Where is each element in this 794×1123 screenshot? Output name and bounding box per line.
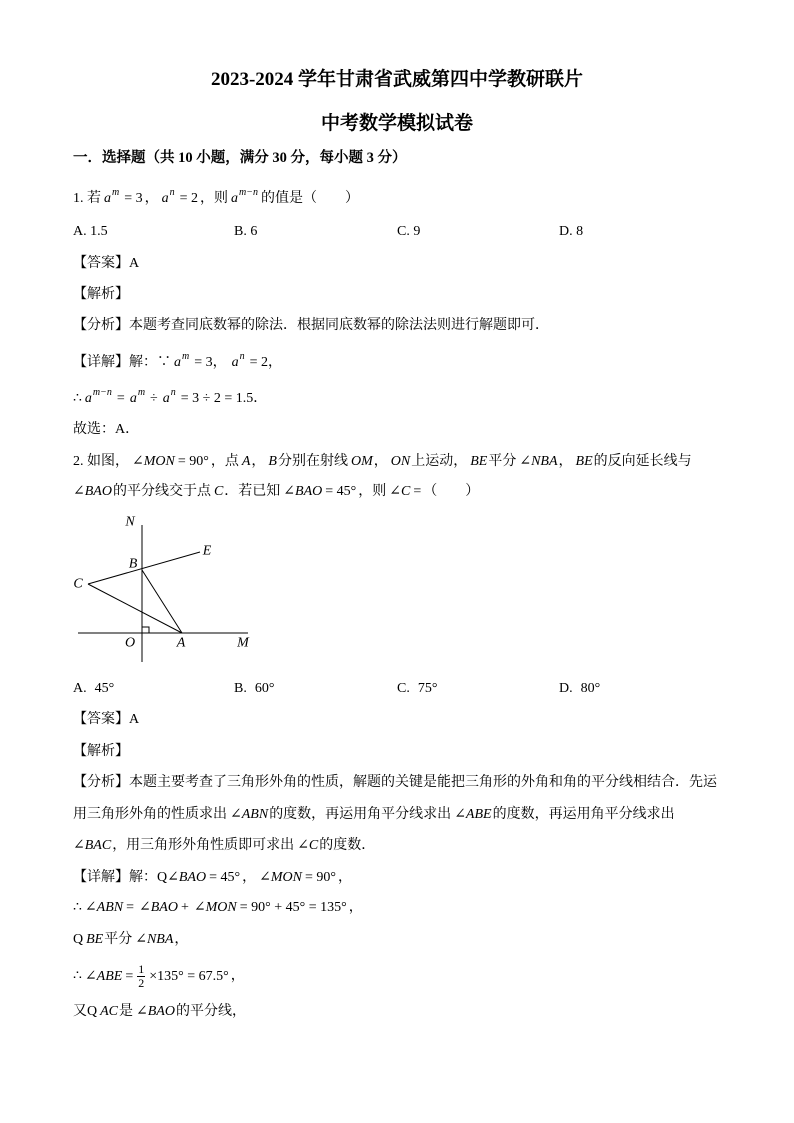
- angle-symbol: ∠: [136, 1004, 148, 1019]
- text-segment: 的度数．: [319, 838, 376, 853]
- math-variable: C: [308, 838, 319, 853]
- math-symbol: ×135° = 67.5°: [149, 968, 229, 984]
- math-variable: ABE: [465, 807, 492, 822]
- math-variable: BE: [86, 932, 104, 947]
- math-symbol: = 90°: [177, 454, 209, 469]
- text-segment: 解：∵: [129, 355, 171, 370]
- option-value: 60°: [254, 681, 275, 696]
- math-symbol: = 45°: [209, 870, 241, 885]
- math-variable: BAO: [295, 484, 323, 499]
- q1-option-d: D. 8: [559, 224, 584, 239]
- math-variable: C: [213, 484, 224, 499]
- q2-detail-line1: [73, 868, 352, 888]
- angle-symbol: ∠: [73, 484, 85, 499]
- right-angle-mark: [142, 627, 149, 633]
- q2-stem-line2: [73, 482, 479, 502]
- q1-answer: [73, 254, 139, 274]
- math-exponent: n: [169, 187, 175, 198]
- text-segment: ，用三角形外角性质即可求出: [112, 838, 295, 853]
- text-segment: 的平分线，: [175, 1004, 246, 1019]
- angle-symbol: ∠: [454, 807, 466, 822]
- text-segment: ，: [373, 454, 388, 469]
- math-variable: BAO: [150, 900, 178, 915]
- math-variable: A: [241, 454, 251, 469]
- math-symbol: =: [413, 484, 422, 499]
- angle-symbol: ∠: [132, 454, 144, 469]
- math-exponent: m: [137, 387, 146, 398]
- text-segment: Q: [73, 932, 84, 947]
- math-variable: ABN: [96, 900, 124, 915]
- math-exponent: m: [112, 187, 120, 198]
- text-segment: ，则: [358, 484, 387, 499]
- text-segment: 用三角形外角的性质求出: [73, 807, 227, 822]
- q2-answer: [73, 710, 139, 730]
- math-symbol: ÷: [150, 391, 158, 406]
- angle-symbol: ∠: [84, 900, 97, 915]
- angle-symbol: ∠: [167, 870, 179, 885]
- angle-symbol: ∠: [259, 870, 271, 885]
- math-variable: ON: [390, 454, 411, 469]
- option-letter: C.: [397, 681, 410, 696]
- text-segment: ，则: [200, 191, 229, 206]
- q2-detail-line5: [73, 1002, 246, 1022]
- math-variable: a: [231, 191, 239, 206]
- angle-symbol: ∠: [139, 900, 151, 915]
- label-o: O: [124, 635, 136, 651]
- text-segment: 的平分线交于点: [112, 484, 211, 499]
- math-variable: ABN: [241, 807, 269, 822]
- option-value: 80°: [580, 681, 601, 696]
- q2-fenxi-line3: [73, 836, 375, 856]
- math-variable: a: [84, 391, 92, 406]
- math-symbol: =: [116, 391, 125, 406]
- option-letter: B.: [234, 681, 247, 696]
- math-variable: BAO: [147, 1004, 175, 1019]
- text-segment: 解：Q: [129, 870, 168, 885]
- answer-label: 【答案】: [73, 712, 129, 727]
- math-symbol: ∴: [73, 968, 82, 984]
- angle-symbol: ∠: [193, 900, 206, 915]
- angle-symbol: ∠: [519, 454, 532, 469]
- math-variable: AC: [100, 1004, 119, 1019]
- option-value: 45°: [94, 681, 115, 696]
- option-letter: D.: [559, 681, 573, 696]
- text-segment: ，: [558, 454, 573, 469]
- page-subtitle: 中考数学模拟试卷: [320, 113, 473, 134]
- fraction-denominator: 2: [138, 976, 145, 990]
- text-segment: 平分: [488, 454, 517, 469]
- geometry-figure: [60, 510, 260, 666]
- math-symbol: = 3 ÷ 2 = 1.5．: [180, 391, 268, 406]
- page-title: 2023-2024 学年甘肃省武威第四中学教研联片: [210, 69, 584, 90]
- fenxi-label: 【分析】: [73, 318, 129, 333]
- q1-option-c: C. 9: [397, 224, 421, 239]
- math-variable: NBA: [531, 454, 558, 469]
- q2-fenxi-line1: [73, 773, 717, 793]
- math-variable: BE: [470, 454, 488, 469]
- math-exponent: n: [170, 387, 176, 398]
- text-segment: 1. 若: [73, 191, 101, 206]
- math-symbol: = 45°: [325, 484, 357, 499]
- q2-option-b: [234, 679, 274, 699]
- math-variable: ABE: [96, 968, 123, 984]
- text-segment: 分别在射线: [277, 454, 348, 469]
- text-segment: 的度数，再运用角平分线求出: [492, 807, 675, 822]
- text-segment: 2. 如图，: [73, 454, 129, 469]
- text-segment: 上运动，: [411, 454, 468, 469]
- angle-symbol: ∠: [389, 484, 401, 499]
- angle-symbol: ∠: [84, 968, 97, 984]
- text-segment: 平分: [104, 932, 133, 947]
- math-exponent: m−n: [239, 187, 259, 198]
- math-variable: BAO: [178, 870, 207, 885]
- fraction-numerator: 1: [138, 962, 145, 976]
- math-symbol: ∴: [73, 391, 82, 406]
- option-value: 75°: [417, 681, 438, 696]
- segment-ba: [142, 570, 182, 633]
- line-ce: [88, 552, 200, 584]
- section-heading: 一．选择题（共 10 小题，满分 30 分，每小题 3 分）: [73, 150, 407, 166]
- text-segment: 又Q: [73, 1004, 98, 1019]
- math-exponent: n: [239, 351, 245, 362]
- math-variable: BE: [575, 454, 593, 469]
- text-segment: ，: [337, 870, 352, 885]
- text-segment: ，点: [210, 454, 239, 469]
- math-variable: a: [162, 391, 170, 406]
- segment-ca: [88, 584, 182, 633]
- math-symbol: = 90°: [304, 870, 336, 885]
- text-segment: ，: [251, 454, 266, 469]
- fraction: [137, 963, 145, 990]
- math-variable: BAC: [84, 838, 112, 853]
- detail-label: 【详解】: [73, 355, 129, 370]
- fenxi-label: 【分析】: [73, 775, 129, 790]
- math-variable: MON: [143, 454, 175, 469]
- math-symbol: = 2，: [249, 355, 283, 370]
- q2-detail-line4: [73, 963, 245, 990]
- label-a: A: [176, 635, 186, 651]
- q1-conclusion: 故选：A．: [73, 422, 140, 437]
- q2-detail-line3: [73, 930, 188, 950]
- text-segment: ，: [144, 191, 159, 206]
- math-variable: MON: [270, 870, 302, 885]
- answer-value: A: [129, 712, 140, 727]
- q1-analysis-label: 【解析】: [73, 287, 129, 302]
- option-letter: A.: [73, 681, 87, 696]
- label-b: B: [128, 556, 138, 572]
- angle-symbol: ∠: [230, 807, 242, 822]
- text-segment: ，: [174, 932, 189, 947]
- math-variable: B: [268, 454, 277, 469]
- math-variable: NBA: [146, 932, 174, 947]
- q2-fenxi-line2: [73, 805, 675, 825]
- math-exponent: m: [182, 351, 190, 362]
- q2-stem-line1: [73, 452, 692, 472]
- angle-symbol: ∠: [283, 484, 296, 499]
- math-variable: OM: [350, 454, 373, 469]
- math-symbol: = 90° + 45° = 135°: [239, 900, 347, 915]
- q1-option-b: B. 6: [234, 224, 258, 239]
- math-variable: BAO: [84, 484, 112, 499]
- angle-symbol: ∠: [135, 932, 147, 947]
- text-segment: 的度数，再运用角平分线求出: [269, 807, 452, 822]
- text-segment: ，: [242, 870, 257, 885]
- text-segment: 是: [119, 1004, 134, 1019]
- q2-analysis-label: 【解析】: [73, 744, 129, 759]
- answer-value: A: [129, 256, 140, 271]
- math-symbol: =: [126, 900, 135, 915]
- q2-option-d: [559, 679, 600, 699]
- math-variable: a: [104, 191, 111, 206]
- detail-label: 【详解】: [73, 870, 129, 885]
- q1-option-a: A. 1.5: [73, 224, 108, 239]
- fenxi-text: 本题考查同底数幂的除法．根据同底数幂的除法法则进行解题即可．: [129, 318, 549, 333]
- fenxi-text: 本题主要考查了三角形外角的性质，解题的关键是能把三角形的外角和角的平分线相结合．先运: [129, 775, 717, 790]
- q2-option-a: [73, 679, 114, 699]
- math-exponent: m−n: [92, 387, 112, 398]
- label-e: E: [202, 543, 212, 559]
- math-variable: MON: [205, 900, 237, 915]
- text-segment: 的值是（ ）: [261, 191, 360, 206]
- text-segment: 的反向延长线与: [593, 454, 692, 469]
- text-segment: ．若已知: [224, 484, 281, 499]
- text-segment: ，: [348, 900, 363, 915]
- label-m: M: [237, 635, 249, 651]
- math-variable: a: [161, 191, 169, 206]
- math-variable: C: [400, 484, 411, 499]
- label-c: C: [73, 576, 83, 592]
- q1-detail-line1: [73, 353, 284, 373]
- math-symbol: =: [125, 968, 134, 984]
- math-variable: a: [231, 355, 239, 370]
- q2-detail-line2: [73, 898, 363, 918]
- answer-label: 【答案】: [73, 256, 129, 271]
- q1-fenxi: [73, 316, 549, 336]
- math-variable: a: [129, 391, 137, 406]
- math-symbol: = 3: [124, 191, 143, 206]
- label-n: N: [125, 514, 135, 530]
- math-variable: a: [174, 355, 181, 370]
- q2-option-c: [397, 679, 437, 699]
- math-symbol: = 3，: [194, 355, 227, 370]
- angle-symbol: ∠: [297, 838, 309, 853]
- math-symbol: ∴: [73, 900, 82, 915]
- q1-detail-line2: [73, 389, 269, 409]
- text-segment: （ ）: [423, 484, 480, 499]
- angle-symbol: ∠: [73, 838, 85, 853]
- math-symbol: = 2: [179, 191, 199, 206]
- q1-stem: [73, 189, 359, 209]
- text-segment: ，: [230, 968, 245, 984]
- math-symbol: +: [180, 900, 189, 915]
